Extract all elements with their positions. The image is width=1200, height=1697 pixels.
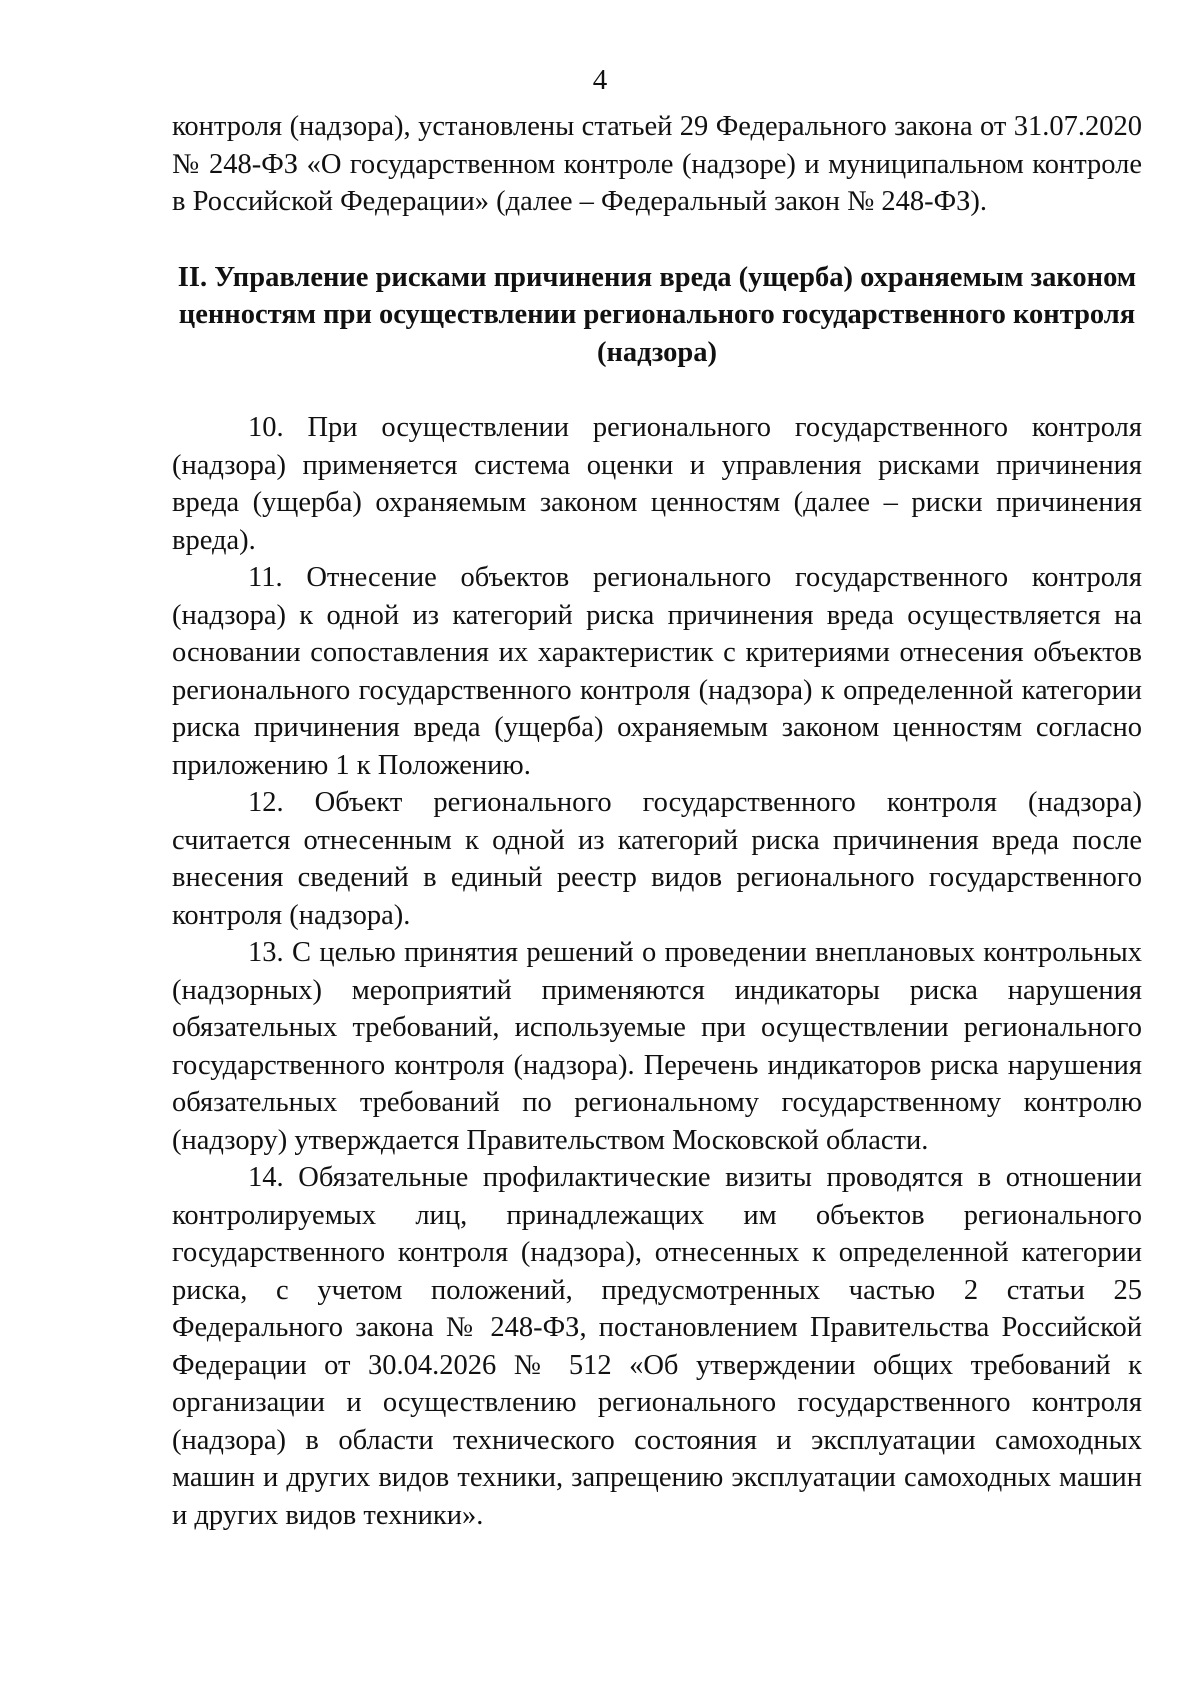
section-heading (172, 259, 1142, 372)
paragraph-14: 14. Обязательные профилактические визиты проводятся в отношении контролируемых лиц, принадлежащих им объектов регионального государственного контроля (надзора), отнесенных к определенной категории риска, с учетом положений, предусмотренных частью 2 статьи 25 Федерального закона № 248-ФЗ, постановлением Правительства Российской Федерации от 30.04.2026 № 512 «Об утверждении общих требований к организации и осуществлению регионального государственного контроля (надзора) в области технического состояния и эксплуатации самоходных машин и других видов техники, запрещению эксплуатации самоходных машин и других видов техники». (172, 1162, 1142, 1531)
paragraph-10: 10. При осуществлении регионального государственного контроля (надзора) применяется система оценки и управления рисками причинения вреда (ущерба) охраняемым законом ценностям (далее – риски причинения вреда). (172, 412, 1142, 556)
document-body (172, 108, 1142, 1534)
page-number: 4 (592, 64, 608, 96)
paragraph-11: 11. Отнесение объектов регионального государственного контроля (надзора) к одной из категорий риска причинения вреда осуществляется на основании сопоставления их характеристик с критериями отнесения объектов регионального государственного контроля (надзора) к определенной категории риска причинения вреда (ущерба) охраняемым законом ценностям согласно приложению 1 к Положению. (172, 562, 1142, 781)
intro-paragraph: контроля (надзора), установлены статьей 29 Федерального закона от 31.07.2020 № 248-ФЗ «О государственном контроле (надзоре) и муниципальном контроле в Российской Федерации» (далее – Федеральный закон № 248-ФЗ). (172, 111, 1142, 217)
section-heading-line: (надзора) (596, 336, 718, 368)
section-heading-line: ценностям при осуществлении регионального государственного контроля (178, 299, 1136, 330)
section-heading-line: II. Управление рисками причинения вреда (ущерба) охраняемым законом (177, 261, 1137, 293)
paragraph-13: 13. С целью принятия решений о проведении внеплановых контрольных (надзорных) мероприятий применяются индикаторы риска нарушения обязательных требований, используемые при осуществлении регионального государственного контроля (надзора). Перечень индикаторов риска нарушения обязательных требований по региональному государственному контролю (надзору) утверждается Правительством Московской области. (172, 937, 1142, 1156)
paragraph-12: 12. Объект регионального государственного контроля (надзора) считается отнесенным к одной из категорий риска причинения вреда после внесения сведений в единый реестр видов регионального государственного контроля (надзора). (172, 787, 1142, 931)
